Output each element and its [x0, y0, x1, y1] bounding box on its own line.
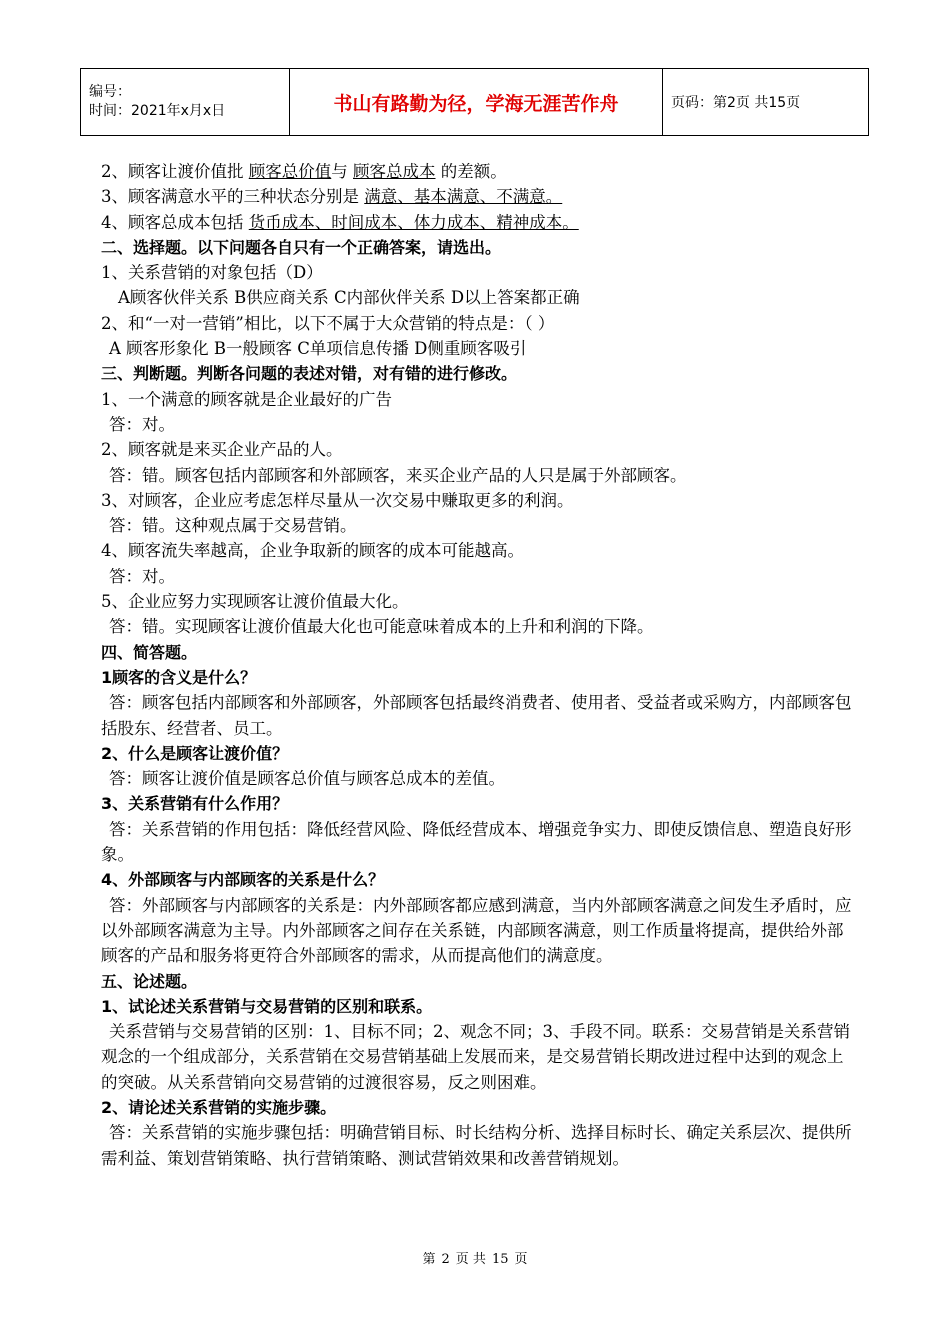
- judge-answer: 答：对。: [109, 414, 175, 434]
- short-answer: 答：顾客包括内部顾客和外部顾客，外部顾客包括最终消费者、使用者、受益者或采购方，内部顾客包括股东、经营者、员工。: [101, 693, 852, 738]
- judge-question: 4、顾客流失率越高，企业争取新的顾客的成本可能越高。: [101, 541, 524, 561]
- blank-answer: 货币成本、时间成本、体力成本、精神成本。: [248, 212, 579, 232]
- page-header: [80, 68, 869, 136]
- blank-answer: 满意、基本满意、不满意。: [364, 187, 563, 207]
- essay-question: 2、请论述关系营销的实施步骤。: [101, 1097, 337, 1117]
- fill-blank-q3: 3、顾客满意水平的三种状态分别是 满意、基本满意、不满意。: [101, 187, 563, 207]
- header-meta: [81, 69, 290, 136]
- footer-total-pages: 15: [491, 1252, 509, 1267]
- short-answer: 答：关系营销的作用包括：降低经营风险、降低经营成本、增强竞争实力、即使反馈信息、塑造良好形象。: [101, 819, 852, 865]
- fill-blank-q2: 2、顾客让渡价值批 顾客总价值与 顾客总成本 的差额。: [101, 162, 507, 181]
- section-heading-judge: 三、判断题。判断各问题的表述对错，对有错的进行修改。: [101, 364, 518, 384]
- choice-question: 1、关系营销的对象包括（D）: [101, 263, 323, 283]
- short-question: 1顾客的含义是什么？: [101, 667, 257, 687]
- judge-question: 2、顾客就是来买企业产品的人。: [101, 440, 343, 460]
- document-body: [101, 159, 853, 1171]
- choice-options: A 顾客形象化 B一般顾客 C单项信息传播 D侧重顾客吸引: [109, 339, 527, 359]
- short-answer: 答：顾客让渡价值是顾客总价值与顾客总成本的差值。: [109, 769, 505, 789]
- section-heading-short: 四、简答题。: [101, 642, 198, 662]
- time-label: 时间：2021年x月x日: [89, 103, 226, 119]
- page-footer: 第 2 页 共 15 页: [422, 1252, 528, 1267]
- judge-question: 1、一个满意的顾客就是企业最好的广告: [101, 389, 392, 409]
- judge-answer: 答：错。顾客包括内部顾客和外部顾客，来买企业产品的人只是属于外部顾客。: [109, 465, 687, 485]
- choice-question: 2、和“一对一营销”相比，以下不属于大众营销的特点是：（ ）: [101, 313, 555, 333]
- short-question: 4、外部顾客与内部顾客的关系是什么？: [101, 870, 385, 890]
- section-heading-choice: 二、选择题。以下问题各自只有一个正确答案，请选出。: [101, 237, 502, 257]
- choice-options: A顾客伙伴关系 B供应商关系 C内部伙伴关系 D以上答案都正确: [118, 288, 580, 308]
- short-question: 2、什么是顾客让渡价值？: [101, 743, 289, 763]
- judge-answer: 答：错。实现顾客让渡价值最大化也可能意味着成本的上升和利润的下降。: [109, 617, 654, 637]
- judge-question: 5、企业应努力实现顾客让渡价值最大化。: [101, 592, 409, 612]
- header-motto: 书山有路勤为径，学海无涯苦作舟: [290, 69, 663, 136]
- essay-answer: 关系营销与交易营销的区别：1、目标不同；2、观念不同；3、手段不同。联系：交易营销是关系营销观念的一个组成部分，关系营销在交易营销基础上发展而来，是交易营销长期改进过程中达到的观念上的突破。从关系营销向交易营销的过渡很容易，反之则困难。: [101, 1022, 850, 1092]
- essay-answer: 答：关系营销的实施步骤包括：明确营销目标、时长结构分析、选择目标时长、确定关系层次、提供所需利益、策划营销策略、执行营销策略、测试营销效果和改善营销规划。: [101, 1123, 852, 1168]
- footer-page-number: 2: [441, 1252, 450, 1267]
- judge-answer: 答：对。: [109, 566, 175, 586]
- short-question: 3、关系营销有什么作用？: [101, 794, 289, 814]
- header-page-info: 页码：第2页 共15页: [663, 69, 869, 136]
- serial-label: 编号：: [89, 84, 131, 100]
- fill-blank-q4: 4、顾客总成本包括 货币成本、时间成本、体力成本、精神成本。: [101, 212, 579, 232]
- blank-answer: 顾客总成本: [353, 162, 436, 181]
- judge-question: 3、对顾客，企业应考虑怎样尽量从一次交易中赚取更多的利润。: [101, 490, 574, 510]
- section-heading-essay: 五、论述题。: [101, 971, 198, 991]
- essay-question: 1、试论述关系营销与交易营销的区别和联系。: [101, 996, 433, 1016]
- short-answer: 答：外部顾客与内部顾客的关系是：内外部顾客都应感到满意，当内外部顾客满意之间发生矛盾时，应以外部顾客满意为主导。内外部顾客之间存在关系链，内部顾客满意，则工作质量将提高，提供给外部顾客的产品和服务将更符合外部顾客的需求，从而提高他们的满意度。: [101, 895, 852, 966]
- judge-answer: 答：错。这种观点属于交易营销。: [109, 516, 357, 536]
- blank-answer: 顾客总价值: [248, 162, 332, 181]
